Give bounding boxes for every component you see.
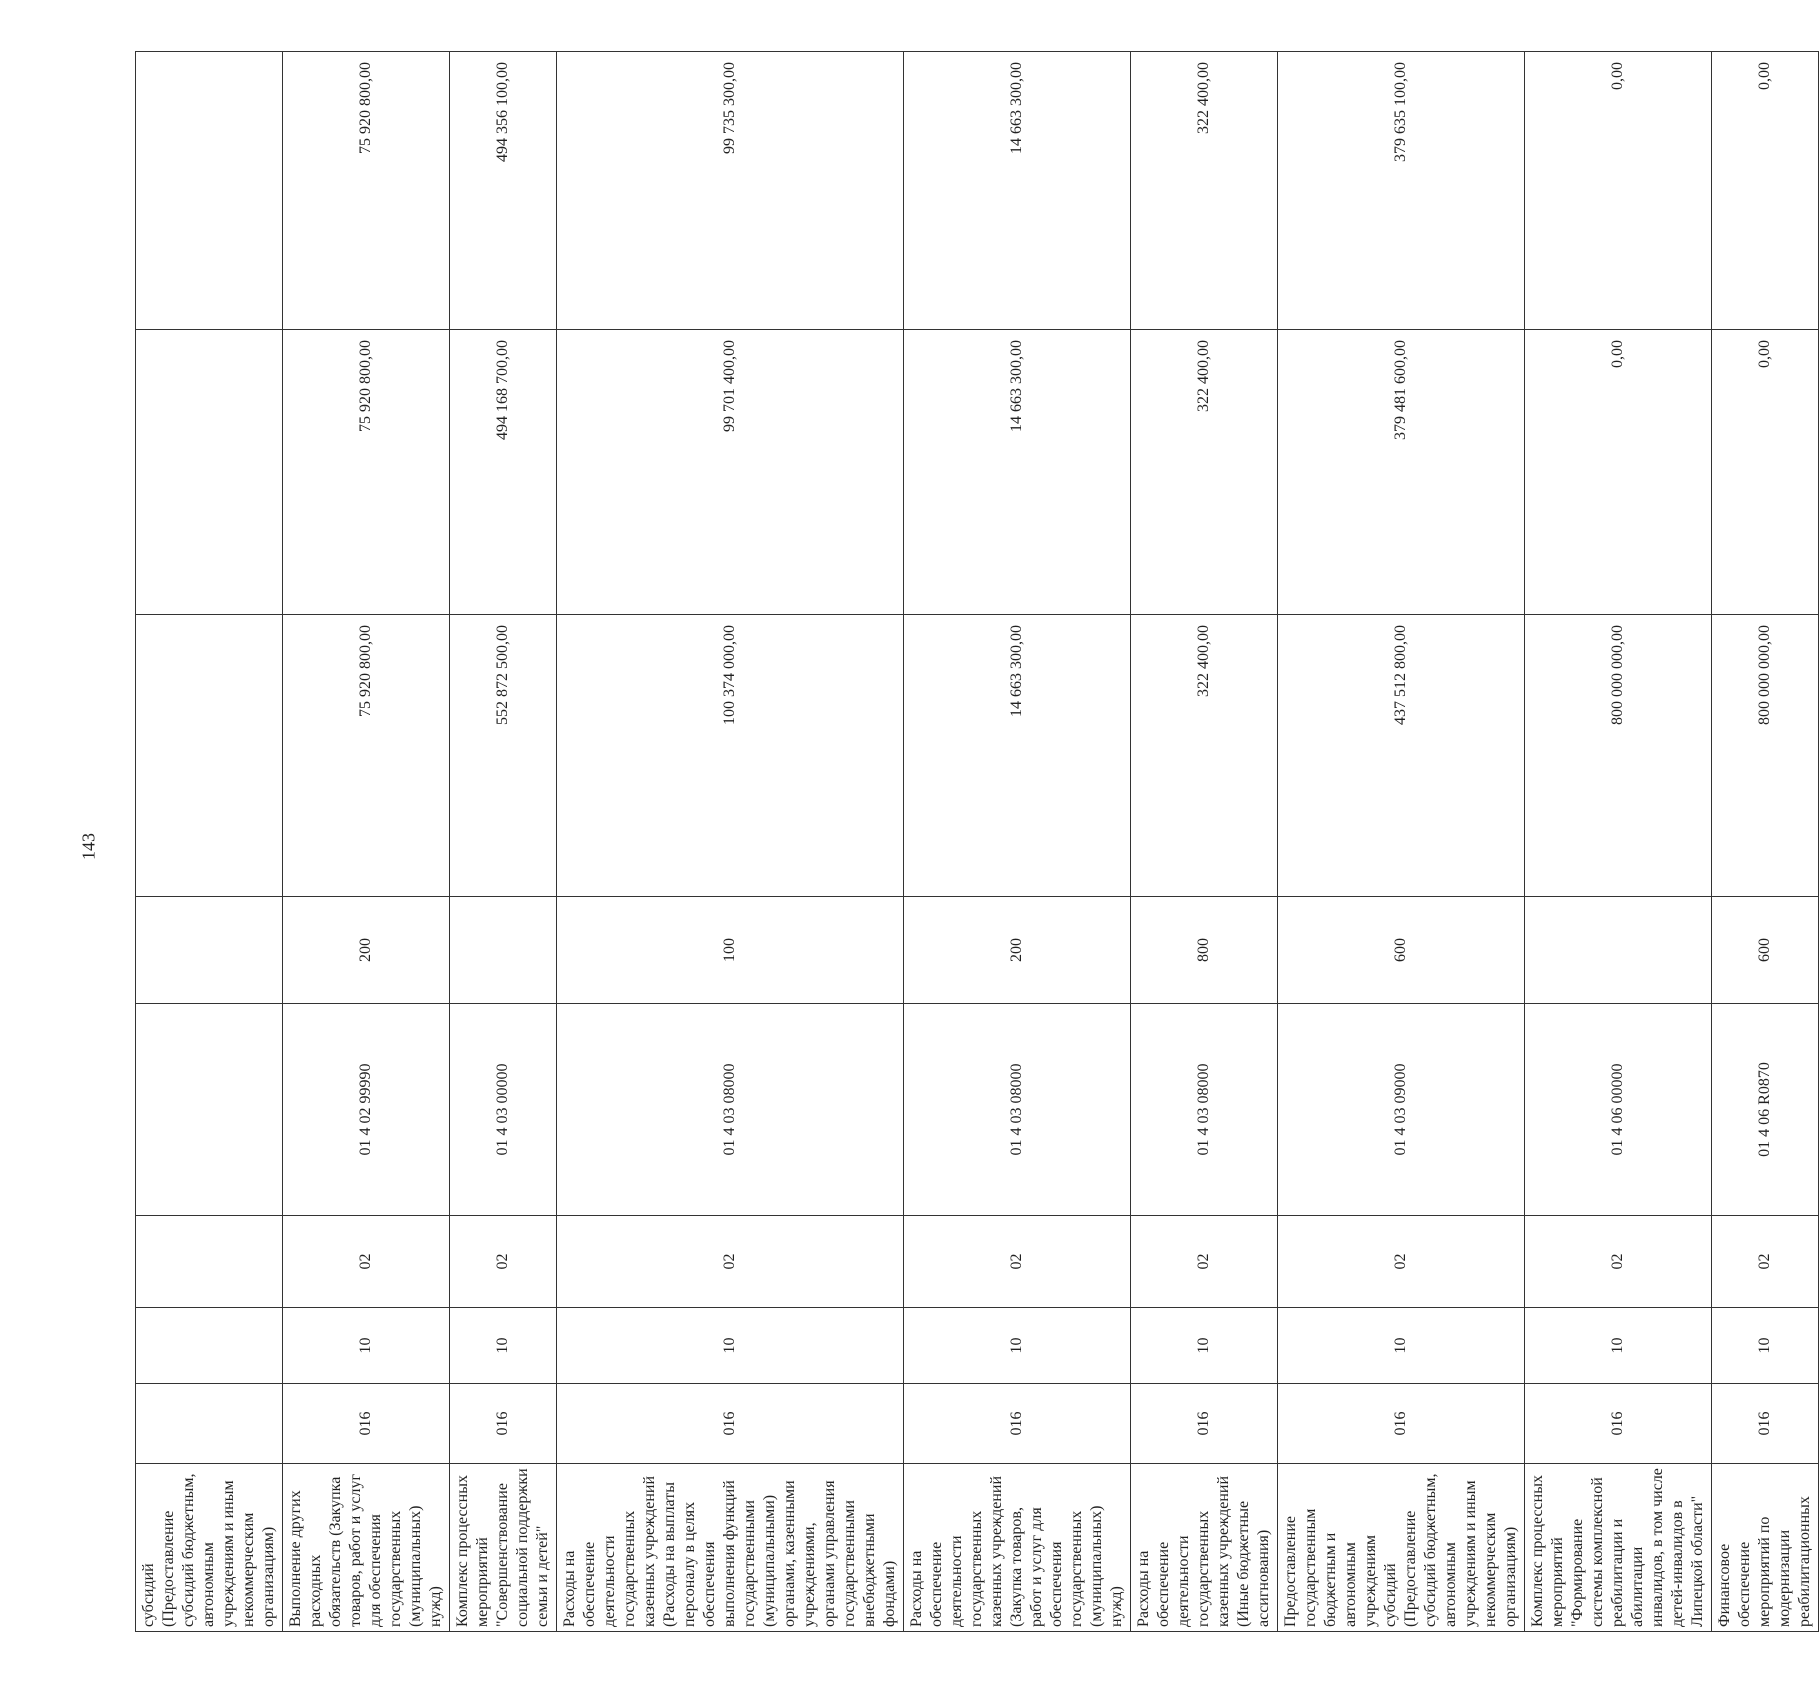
amount-revised: 379 481 600,00 [1278, 330, 1525, 615]
target-article: 01 4 03 00000 [450, 1004, 557, 1216]
table-row [283, 52, 450, 1632]
amount-approved: 800 000 000,00 [1525, 615, 1712, 897]
target-article: 01 4 03 08000 [904, 1004, 1131, 1216]
row-description: Выполнение других расходных обязательств (Закупка товаров, работ и услуг для обеспечения государственных (муниципальных) нужд) [283, 1464, 450, 1632]
budget-table [135, 51, 1819, 1632]
amount-final: 322 400,00 [1131, 52, 1278, 330]
amount-final: 379 635 100,00 [1278, 52, 1525, 330]
amount-final: 0,00 [1712, 52, 1819, 330]
section-code: 10 [1712, 1308, 1819, 1384]
amount-final: 0,00 [1525, 52, 1712, 330]
amount-revised: 494 168 700,00 [450, 330, 557, 615]
amount-revised [136, 330, 283, 615]
target-article: 01 4 03 08000 [557, 1004, 904, 1216]
amount-final [136, 52, 283, 330]
row-description: Комплекс процессных мероприятий "Совершенствование социальной поддержки семьи и детей" [450, 1464, 557, 1632]
target-article: 01 4 06 00000 [1525, 1004, 1712, 1216]
row-description: Финансовое обеспечение мероприятий по модернизации реабилитационных [1712, 1464, 1819, 1632]
rotated-page-content [135, 52, 1813, 1632]
table-row [557, 52, 904, 1632]
expense-type [136, 897, 283, 1004]
admin-code: 016 [557, 1384, 904, 1464]
amount-final: 75 920 800,00 [283, 52, 450, 330]
amount-revised: 0,00 [1525, 330, 1712, 615]
amount-approved: 552 872 500,00 [450, 615, 557, 897]
admin-code: 016 [904, 1384, 1131, 1464]
admin-code: 016 [1712, 1384, 1819, 1464]
table-row [904, 52, 1131, 1632]
admin-code: 016 [283, 1384, 450, 1464]
amount-approved: 100 374 000,00 [557, 615, 904, 897]
subsection-code: 02 [557, 1216, 904, 1308]
table-row [1131, 52, 1278, 1632]
section-code [136, 1308, 283, 1384]
subsection-code: 02 [283, 1216, 450, 1308]
amount-approved: 800 000 000,00 [1712, 615, 1819, 897]
table-row [1525, 52, 1712, 1632]
subsection-code: 02 [1278, 1216, 1525, 1308]
section-code: 10 [1525, 1308, 1712, 1384]
subsection-code: 02 [1131, 1216, 1278, 1308]
subsection-code: 02 [1712, 1216, 1819, 1308]
amount-revised: 75 920 800,00 [283, 330, 450, 615]
target-article: 01 4 06 R0870 [1712, 1004, 1819, 1216]
target-article: 01 4 02 99990 [283, 1004, 450, 1216]
amount-revised: 322 400,00 [1131, 330, 1278, 615]
table-row [136, 52, 283, 1632]
amount-approved: 14 663 300,00 [904, 615, 1131, 897]
section-code: 10 [1278, 1308, 1525, 1384]
admin-code: 016 [1131, 1384, 1278, 1464]
amount-approved: 75 920 800,00 [283, 615, 450, 897]
admin-code: 016 [1525, 1384, 1712, 1464]
expense-type: 200 [283, 897, 450, 1004]
row-description: Расходы на обеспечение деятельности государственных казенных учреждений (Расходы на выплаты персоналу в целях обеспечения выполнения функций государственными (муниципальными) органами, казенными учреждениями, органами управления государственными внебюджетными фондами) [557, 1464, 904, 1632]
expense-type: 800 [1131, 897, 1278, 1004]
amount-approved: 437 512 800,00 [1278, 615, 1525, 897]
amount-final: 14 663 300,00 [904, 52, 1131, 330]
subsection-code: 02 [1525, 1216, 1712, 1308]
expense-type [1525, 897, 1712, 1004]
amount-final: 99 735 300,00 [557, 52, 904, 330]
target-article [136, 1004, 283, 1216]
subsection-code: 02 [450, 1216, 557, 1308]
amount-revised: 14 663 300,00 [904, 330, 1131, 615]
section-code: 10 [1131, 1308, 1278, 1384]
row-description: Комплекс процессных мероприятий "Формирование системы комплексной реабилитации и абилитации инвалидов, в том числе детей-инвалидов в Липецкой области" [1525, 1464, 1712, 1632]
expense-type: 200 [904, 897, 1131, 1004]
section-code: 10 [904, 1308, 1131, 1384]
admin-code: 016 [450, 1384, 557, 1464]
row-description: Предоставление государственным бюджетным и автономным учреждениям субсидий (Предоставление субсидий бюджетным, автономным учреждениям и иным некоммерческим организациям) [1278, 1464, 1525, 1632]
amount-revised: 0,00 [1712, 330, 1819, 615]
table-row [1712, 52, 1819, 1632]
expense-type [450, 897, 557, 1004]
amount-final: 494 356 100,00 [450, 52, 557, 330]
expense-type: 600 [1278, 897, 1525, 1004]
amount-revised: 99 701 400,00 [557, 330, 904, 615]
section-code: 10 [283, 1308, 450, 1384]
amount-approved [136, 615, 283, 897]
admin-code: 016 [1278, 1384, 1525, 1464]
section-code: 10 [450, 1308, 557, 1384]
expense-type: 600 [1712, 897, 1819, 1004]
row-description: Расходы на обеспечение деятельности государственных казенных учреждений (Иные бюджетные ассигнования) [1131, 1464, 1278, 1632]
admin-code [136, 1384, 283, 1464]
page-number: 143 [78, 833, 99, 860]
row-description: субсидий (Предоставление субсидий бюджетным, автономным учреждениям и иным некоммерческим организациям) [136, 1464, 283, 1632]
subsection-code: 02 [904, 1216, 1131, 1308]
target-article: 01 4 03 09000 [1278, 1004, 1525, 1216]
subsection-code [136, 1216, 283, 1308]
expense-type: 100 [557, 897, 904, 1004]
row-description: Расходы на обеспечение деятельности государственных казенных учреждений (Закупка товаров, работ и услуг для обеспечения государственных (муниципальных) нужд) [904, 1464, 1131, 1632]
section-code: 10 [557, 1308, 904, 1384]
amount-approved: 322 400,00 [1131, 615, 1278, 897]
target-article: 01 4 03 08000 [1131, 1004, 1278, 1216]
table-row [1278, 52, 1525, 1632]
table-row [450, 52, 557, 1632]
